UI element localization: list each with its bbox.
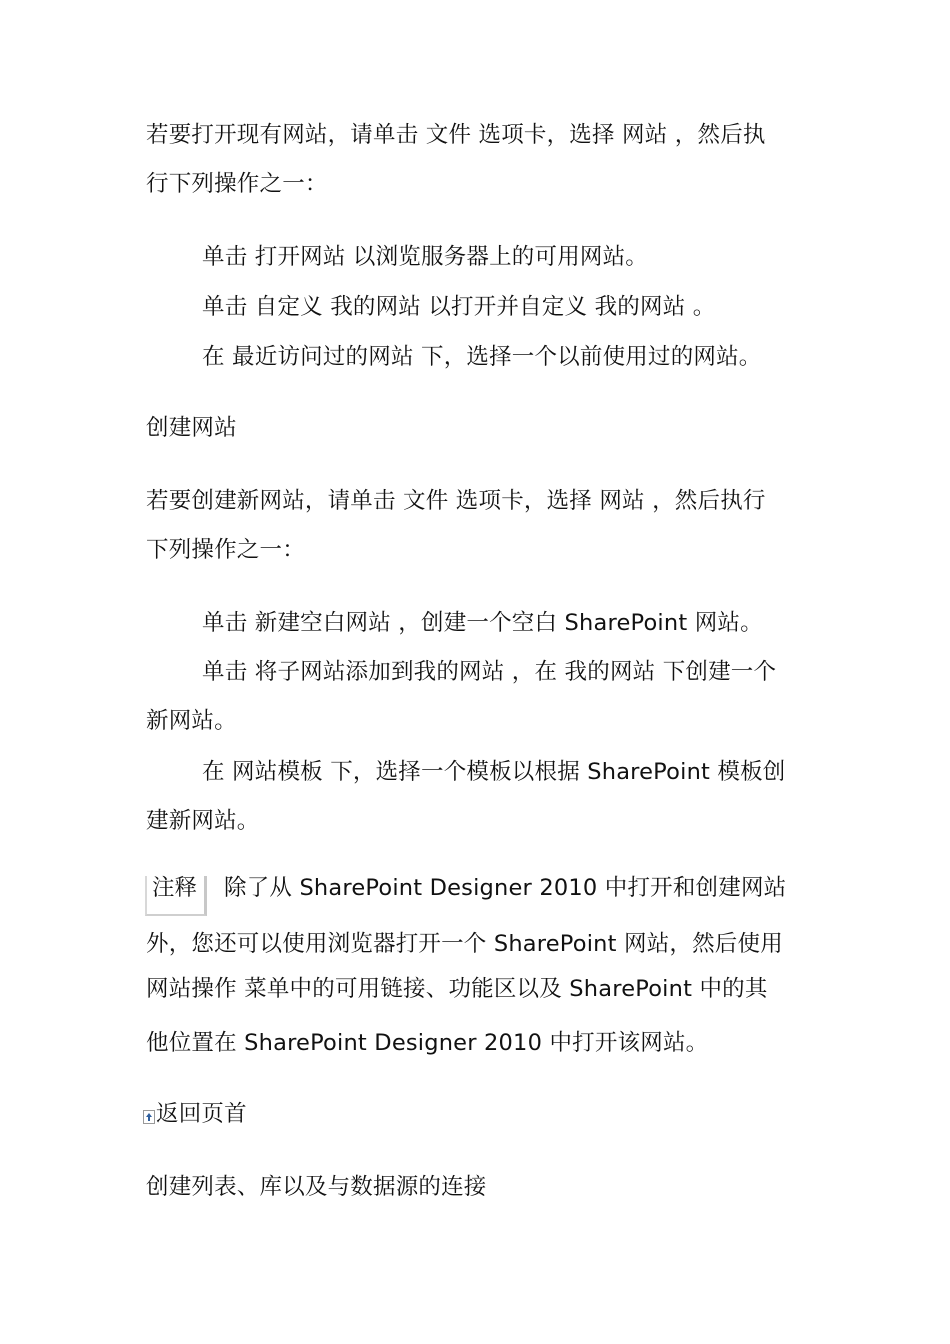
back-to-top-link[interactable]: 返回页首 (156, 1101, 247, 1127)
create-option-subsite-line1: 单击 将子网站添加到我的网站 ，在 我的网站 下创建一个 (202, 659, 777, 685)
open-site-intro-line1: 若要打开现有网站，请单击 文件 选项卡，选择 网站 ，然后执 (146, 122, 766, 148)
create-site-intro-line1: 若要创建新网站，请单击 文件 选项卡，选择 网站 ，然后执行 (146, 488, 766, 514)
heading-next-section: 创建列表、库以及与数据源的连接 (146, 1174, 487, 1200)
note-line4: 他位置在 SharePoint Designer 2010 中打开该网站。 (146, 1030, 709, 1056)
create-site-intro-line2: 下列操作之一： (146, 537, 305, 563)
create-option-blank: 单击 新建空白网站 ，创建一个空白 SharePoint 网站。 (202, 610, 763, 636)
heading-create-site: 创建网站 (146, 415, 237, 441)
open-option-recent: 在 最近访问过的网站 下，选择一个以前使用过的网站。 (202, 344, 762, 370)
create-option-template-line2: 建新网站。 (146, 808, 260, 834)
note-line2: 外，您还可以使用浏览器打开一个 SharePoint 网站，然后使用 (146, 931, 783, 957)
open-option-customize: 单击 自定义 我的网站 以打开并自定义 我的网站 。 (202, 294, 716, 320)
open-site-intro-line2: 行下列操作之一： (146, 171, 328, 197)
note-line3: 网站操作 菜单中的可用链接、功能区以及 SharePoint 中的其 (146, 976, 768, 1002)
back-to-top-icon[interactable] (143, 1110, 155, 1124)
open-option-browse: 单击 打开网站 以浏览服务器上的可用网站。 (202, 244, 649, 270)
note-line1: 除了从 SharePoint Designer 2010 中打开和创建网站 (224, 875, 787, 901)
create-option-subsite-line2: 新网站。 (146, 708, 237, 734)
note-label: 注释 (152, 875, 198, 901)
create-option-template-line1: 在 网站模板 下，选择一个模板以根据 SharePoint 模板创 (202, 759, 786, 785)
